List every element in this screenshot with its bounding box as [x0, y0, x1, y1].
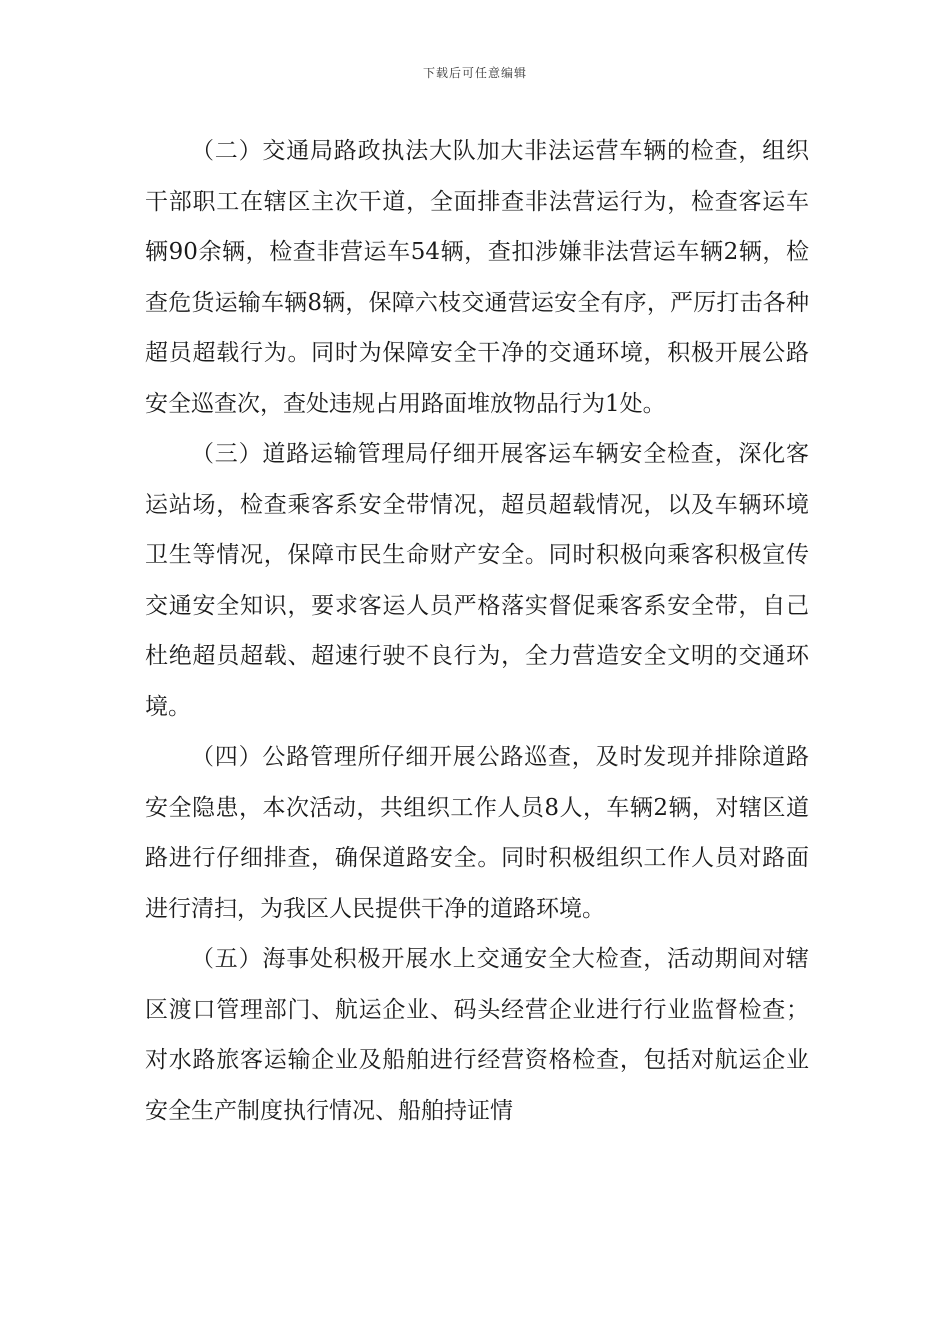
paragraph-section-3: （三）道路运输管理局仔细开展客运车辆安全检查，深化客运站场，检查乘客系安全带情况，超员超载情况，以及车辆环境卫生等情况，保障市民生命财产安全。同时积极向乘客积极宣传交通安全知识，要求客运人员严格落实督促乘客系安全带，自己杜绝超员超载、超速行驶不良行为，全力营造安全文明的交通环境。 — [145, 441, 809, 720]
paragraph-section-5: （五）海事处积极开展水上交通安全大检查，活动期间对辖区渡口管理部门、航运企业、码头经营企业进行行业监督检查；对水路旅客运输企业及船舶进行经营资格检查，包括对航运企业安全生产制度执行情况、船舶持证情 — [145, 946, 809, 1124]
page-header: 下载后可任意编辑 — [422, 66, 527, 80]
paragraph-section-2: （二）交通局路政执法大队加大非法运营车辆的检查，组织干部职工在辖区主次干道，全面排查非法营运行为，检查客运车辆90余辆，检查非营运车54辆，查扣涉嫌非法营运车辆2辆，检查危货运输车辆8辆，保障六枝交通营运安全有序，严厉打击各种超员超载行为。同时为保障安全干净的交通环境，积极开展公路安全巡查次，查处违规占用路面堆放物品行为1处。 — [145, 138, 809, 417]
paragraph-section-4: （四）公路管理所仔细开展公路巡查，及时发现并排除道路安全隐患，本次活动，共组织工作人员8人，车辆2辆，对辖区道路进行仔细排查，确保道路安全。同时积极组织工作人员对路面进行清扫，为我区人民提供干净的道路环境。 — [145, 744, 809, 922]
document-body — [145, 126, 809, 1136]
